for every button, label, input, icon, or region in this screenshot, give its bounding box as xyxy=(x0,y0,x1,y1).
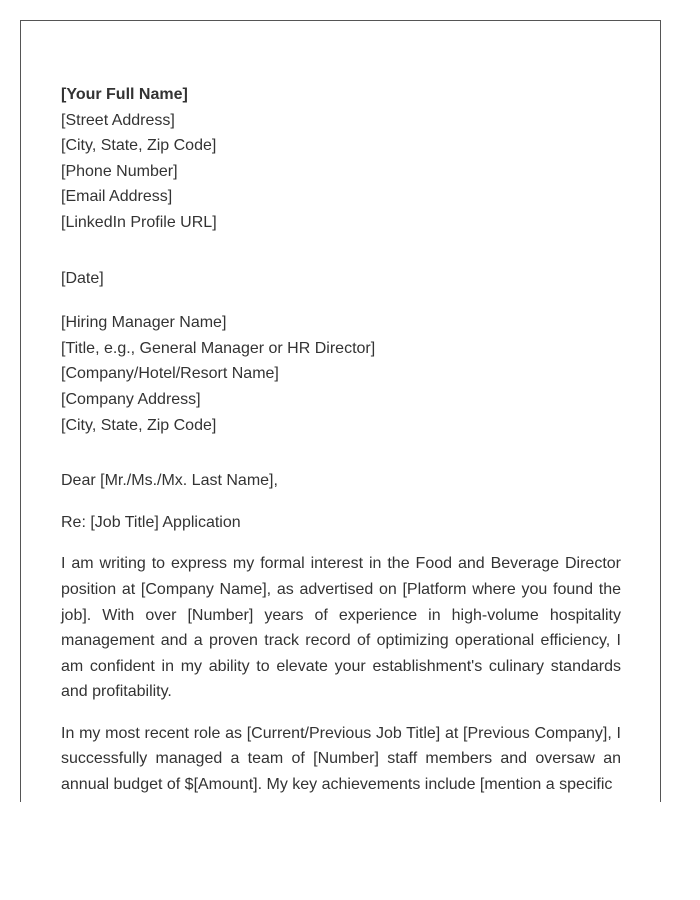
recipient-title: [Title, e.g., General Manager or HR Director] xyxy=(61,339,376,357)
sender-city-state-zip: [City, State, Zip Code] xyxy=(61,137,217,155)
sender-email: [Email Address] xyxy=(61,188,173,206)
recipient-address: [Company Address] xyxy=(61,390,201,408)
salutation: Dear [Mr./Ms./Mx. Last Name], xyxy=(61,472,278,490)
letter-content xyxy=(61,82,621,798)
sender-phone: [Phone Number] xyxy=(61,162,178,180)
letter-date: [Date] xyxy=(61,269,104,287)
sender-block xyxy=(61,82,621,236)
sender-street: [Street Address] xyxy=(61,111,175,129)
sender-linkedin: [LinkedIn Profile URL] xyxy=(61,213,217,231)
body-paragraph: In my most recent role as [Current/Previous Job Title] at [Previous Company], I successfully managed a team of [Number] staff members and oversaw an annual budget of $[Amount]. My key achievements include [mention a specific xyxy=(61,724,621,794)
recipient-block xyxy=(61,310,621,438)
recipient-name: [Hiring Manager Name] xyxy=(61,314,227,332)
body-paragraph: I am writing to express my formal interest in the Food and Beverage Director position at [Company Name], as advertised on [Platform where you found the job]. With over [Number] years of experience in high-volume hospitality management and a proven track record of optimizing operational efficiency, I am confident in my ability to elevate your establishment's culinary standards and profitability. xyxy=(61,555,621,701)
recipient-city-state-zip: [City, State, Zip Code] xyxy=(61,416,217,434)
letter-page xyxy=(20,20,661,802)
sender-name: [Your Full Name] xyxy=(61,86,188,103)
subject-line: Re: [Job Title] Application xyxy=(61,513,241,531)
recipient-company: [Company/Hotel/Resort Name] xyxy=(61,365,279,383)
